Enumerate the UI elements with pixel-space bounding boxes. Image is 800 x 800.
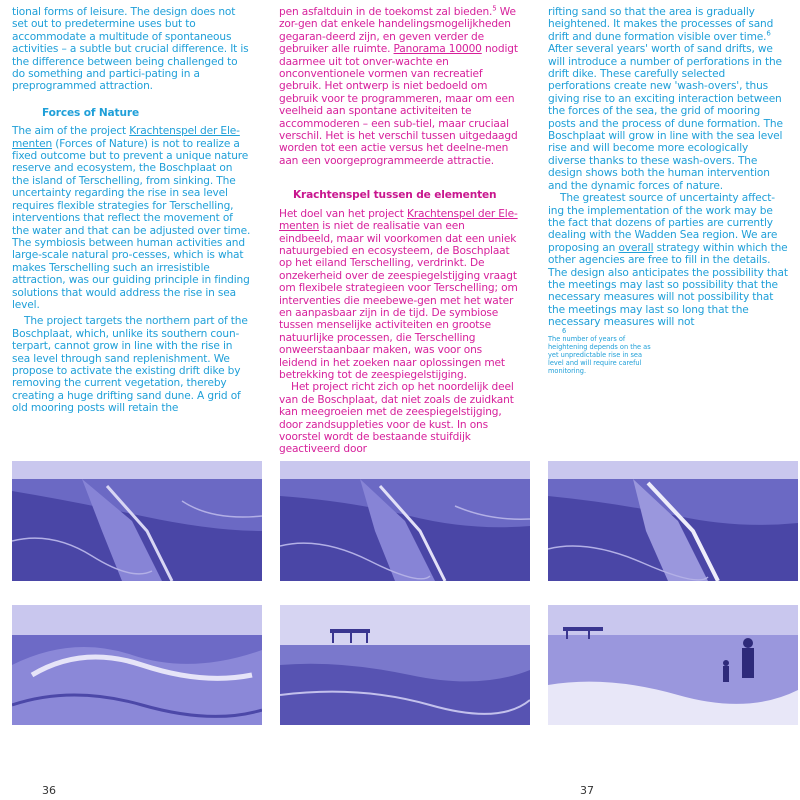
middle-paragraph-2: Het project richt zich op het noordelijk deel van de Boschplaat, dat niet zoals de zuidkant kan meegroeien met de zeespiegelstijging, door zandsuppleties voor de kust. In ons voorstel wordt de bestaande stuifdijk geactiveerd door	[279, 381, 514, 456]
left-paragraph-2: The project targets the northern part of the Boschplaat, which, unlike its southern coun-terpart, cannot grow in line with the rise in sea level through sand replenishment. We propose to activate the existing drift dike by removing the current vegetation, thereby creating a huge drifting sand dune. A grid of old mooring posts will retain the	[12, 315, 248, 415]
middle-paragraph-1: Het doel van het project Krachtenspel der Ele-menten is niet de realisatie van een eindbeeld, maar wil voorkomen dat een uniek natuurgebied en ecosysteem, de Boschplaat op het eiland Terschelling, verdrinkt. De onzekerheid over de zeespiegelstijging vraagt om flexibele strategieen voor Terschelling; om interventies die meebewe-gen met het water en aanpasbaar zijn in de tijd. De symbiose tussen menselijke activiteiten en grootse natuurlijke processen, die Terschelling onweerstaanbaar maken, was voor ons leidend in het zoeken naar oplossingen met betrekking tot de zeespiegelstijging.	[279, 207, 518, 381]
page-number-left: 36	[42, 784, 56, 797]
forces-of-nature-heading: Forces of Nature	[42, 106, 139, 119]
middle-text-column	[279, 6, 519, 456]
photo-dune-closeup	[12, 605, 262, 725]
photo-aerial-dike-2	[280, 461, 530, 581]
footnote-number: 6	[562, 327, 567, 335]
photo-aerial-dike-1	[12, 461, 262, 581]
photo-people-beach	[548, 605, 798, 725]
krachtenspel-heading: Krachtenspel tussen de elementen	[293, 189, 497, 202]
project-link[interactable]: Krachtenspel der Ele-menten	[12, 125, 240, 150]
right-paragraph-1: rifting sand so that the area is gradually heightened. It makes the processes of sand drift and dune formation visible over time.$^6$ After several years' worth of sand drifts, we will introduce a number of perforations in the drift dike. These carefully selected perforations create new 'wash-overs', thus giving rise to an exciting interaction between the forces of the sea, the grid of mooring posts and the process of dune formation. The Boschplaat will grow in line with the sea level rise and will become more ecologically diverse thanks to these wash-overs. The design shows both the human intervention and the dynamic forces of nature.	[548, 6, 783, 192]
footnote-ref-5[interactable]: 5	[492, 4, 497, 13]
right-paragraph-2: The greatest source of uncertainty affect-ing the implementation of the work may be the fact that dozens of parties are currently dealing with the Wadden Sea region. We are proposing an overall strategy within which the other agencies are free to fill in the details. The design also anticipates the possibility that the meetings may last so possibility that the necessary measures will not possibility that the meetings may last so long that the necessary measures will not	[548, 192, 788, 329]
left-intro-paragraph: tional forms of leisure. The design does not set out to predetermine uses but to accommodate a multitude of spontaneous activities – a subtle but crucial difference. It is the difference between being challenged to do something and partici-pating in a preprogrammed attraction.	[12, 6, 249, 93]
right-text-column	[548, 6, 788, 329]
photo-pier-water	[280, 605, 530, 725]
left-text-column	[12, 6, 252, 415]
middle-intro-paragraph: pen asfaltduin in de toekomst zal bieden.$^5$ We zor-gen dat enkele handelingsmogelijkheden gegaran-deerd zijn, en geven verder de gebruiker alle ruimte. Panorama 10000 nodigt daarmee uit tot onver-wachte en onconventionele vormen van recreatief gebruik. Het ontwerp is niet bedoeld om gebruik voor te programmeren, maar om een veelheid aan spontane activiteiten te accommoderen – een sub-tiel, maar cruciaal verschil. Het is het verschil tussen uitgedaagd worden tot een actie versus het deelne-men aan een voorgeprogrammeerde attractie.	[279, 4, 518, 167]
left-paragraph-1: The aim of the project Krachtenspel der Ele-menten (Forces of Nature) is not to realize a fixed outcome but to prevent a unique nature reserve and ecosystem, the Boschplaat on the island of Terschelling, from sinking. The uncertainty regarding the rise in sea level requires flexible strategies for Terschelling, interventions that reflect the movement of the water and that can be adjusted over time. The symbiosis between human activities and large-scale natural pro-cesses, which is what makes Terschelling such an irresistible attraction, was our guiding principle in finding solutions that would address the rise in sea level.	[12, 125, 251, 311]
overall-link[interactable]: overall	[618, 241, 654, 254]
page-number-right: 37	[580, 784, 594, 797]
panorama-link[interactable]: Panorama 10000	[393, 43, 482, 56]
footnote-text: The number of years of heightening depends on the as yet unpredictable rise in sea level and will require careful monitoring.	[548, 335, 651, 375]
photo-aerial-dike-3	[548, 461, 798, 581]
footnote-ref-6[interactable]: 6	[766, 29, 771, 38]
project-link-nl[interactable]: Krachtenspel der Ele-menten	[279, 207, 518, 233]
footnote	[548, 327, 658, 375]
